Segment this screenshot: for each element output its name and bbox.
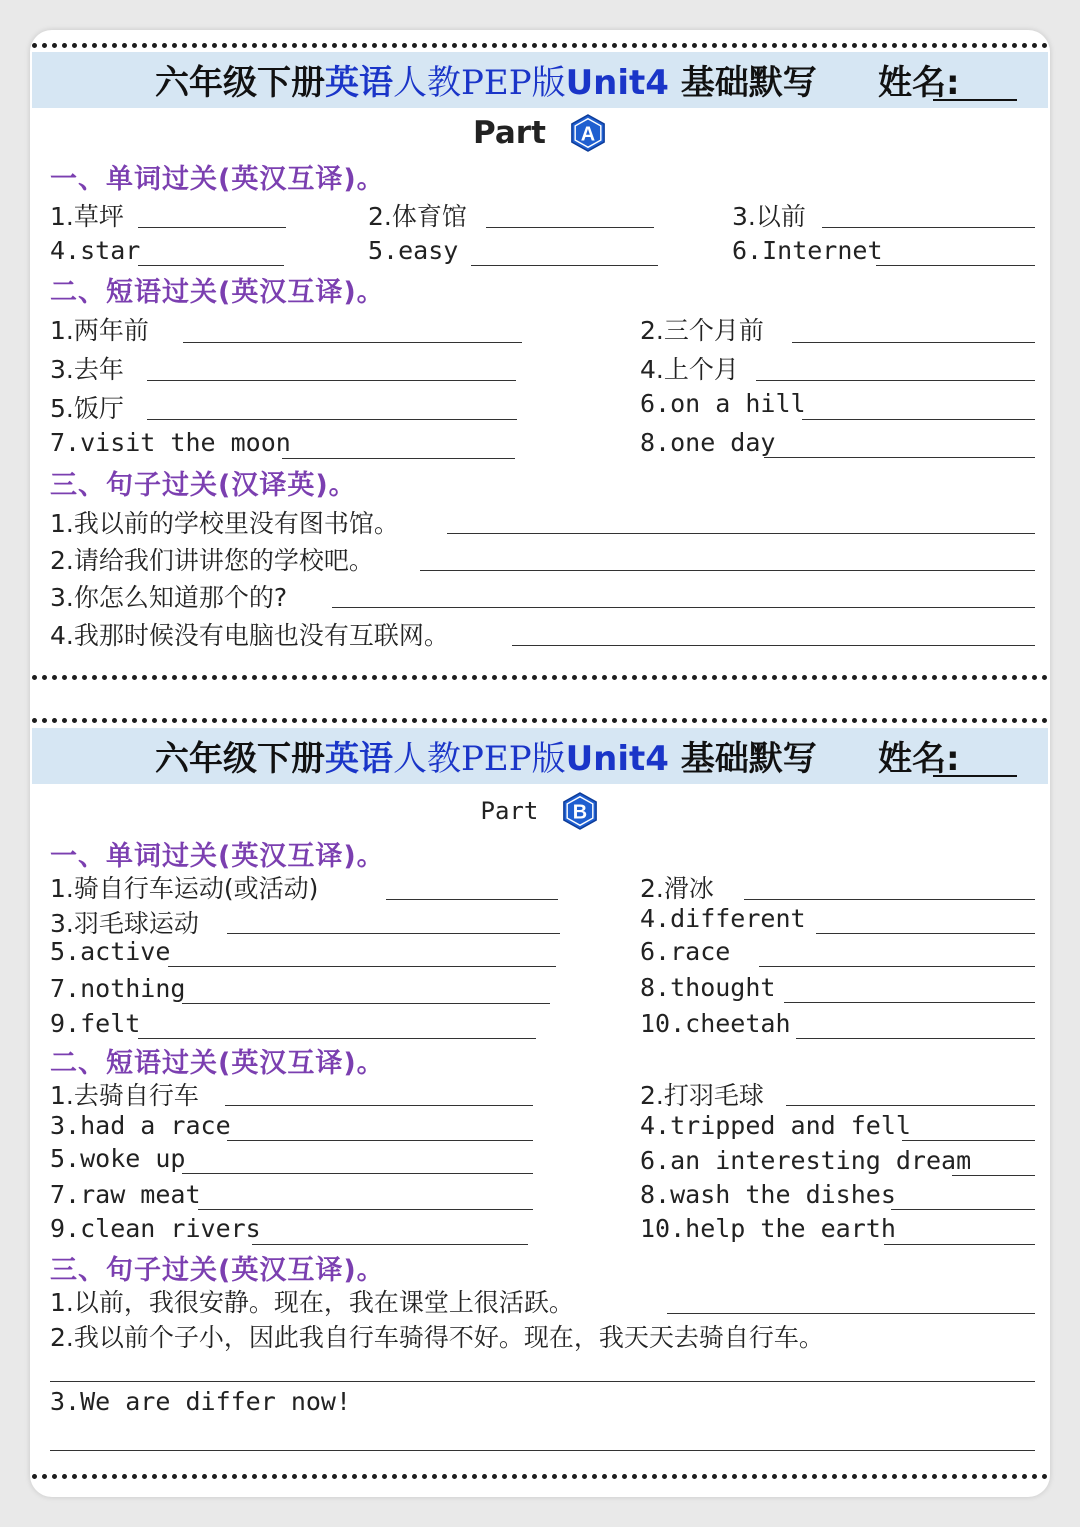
word-item-a4: 4.star: [50, 236, 141, 265]
sentence-item-a4: 4.我那时候没有电脑也没有互联网。: [50, 621, 449, 650]
answer-blank[interactable]: [786, 1105, 1035, 1106]
answer-blank[interactable]: [332, 607, 1035, 608]
name-blank-a[interactable]: [933, 99, 1017, 101]
dotted-border-bottom-a: [32, 675, 1048, 680]
answer-blank[interactable]: [50, 1381, 1035, 1382]
worksheet-title-b: 六年级下册英语人教PEP版Unit4 基础默写 姓名:: [30, 731, 1050, 787]
answer-blank[interactable]: [147, 380, 516, 381]
dotted-border-top-b: [32, 718, 1048, 723]
phrase-item-b3: 3.had a race: [50, 1111, 231, 1140]
answer-blank[interactable]: [50, 1450, 1035, 1451]
answer-blank[interactable]: [447, 533, 1035, 534]
answer-blank[interactable]: [891, 1209, 1035, 1210]
answer-blank[interactable]: [744, 899, 1035, 900]
sentence-item-a2: 2.请给我们讲讲您的学校吧。: [50, 546, 374, 575]
answer-blank[interactable]: [168, 966, 556, 967]
answer-blank[interactable]: [756, 380, 1035, 381]
answer-blank[interactable]: [792, 342, 1035, 343]
word-item-b9: 9.felt: [50, 1009, 141, 1038]
part-b-badge-icon: [561, 792, 599, 830]
svg-text:A: A: [580, 123, 596, 146]
answer-blank[interactable]: [802, 419, 1035, 420]
answer-blank[interactable]: [198, 1209, 533, 1210]
phrase-item-b8: 8.wash the dishes: [640, 1180, 896, 1209]
answer-blank[interactable]: [764, 457, 1035, 458]
answer-blank[interactable]: [183, 342, 522, 343]
answer-blank[interactable]: [822, 227, 1035, 228]
section-heading-b2: 二、短语过关(英汉互译)。: [50, 1048, 385, 1079]
answer-blank[interactable]: [282, 458, 515, 459]
part-a-badge-icon: [569, 114, 607, 152]
answer-blank[interactable]: [876, 265, 1035, 266]
phrase-item-b7: 7.raw meat: [50, 1180, 201, 1209]
sentence-item-a3: 3.你怎么知道那个的?: [50, 583, 288, 612]
answer-blank[interactable]: [884, 1244, 1035, 1245]
answer-blank[interactable]: [252, 1244, 528, 1245]
section-heading-b1: 一、单词过关(英汉互译)。: [50, 841, 385, 872]
answer-blank[interactable]: [227, 933, 560, 934]
phrase-item-b2: 2.打羽毛球: [640, 1081, 764, 1110]
phrase-item-b9: 9.clean rivers: [50, 1214, 261, 1243]
section-heading-b3: 三、句子过关(英汉互译)。: [50, 1255, 385, 1286]
word-item-a3: 3.以前: [732, 202, 806, 231]
word-item-b6: 6.race: [640, 937, 731, 966]
svg-text:B: B: [573, 801, 588, 824]
word-item-b2: 2.滑冰: [640, 874, 714, 903]
sentence-item-a1: 1.我以前的学校里没有图书馆。: [50, 509, 399, 538]
word-item-b7: 7.nothing: [50, 974, 186, 1003]
phrase-item-b6: 6.an interesting dream: [640, 1146, 972, 1175]
phrase-item-a6: 6.on a hill: [640, 389, 806, 418]
answer-blank[interactable]: [227, 1140, 533, 1141]
phrase-item-b1: 1.去骑自行车: [50, 1081, 199, 1110]
word-item-a2: 2.体育馆: [368, 202, 467, 231]
answer-blank[interactable]: [182, 1003, 550, 1004]
answer-blank[interactable]: [138, 265, 284, 266]
answer-blank[interactable]: [386, 899, 558, 900]
section-heading-a1: 一、单词过关(英汉互译)。: [50, 164, 385, 195]
answer-blank[interactable]: [796, 1038, 1035, 1039]
sentence-item-b2: 2.我以前个子小，因此我自行车骑得不好。现在，我天天去骑自行车。: [50, 1323, 824, 1352]
word-item-b10: 10.cheetah: [640, 1009, 791, 1038]
word-item-a6: 6.Internet: [732, 236, 883, 265]
answer-blank[interactable]: [147, 419, 517, 420]
sentence-item-b1: 1.以前，我很安静。现在，我在课堂上很活跃。: [50, 1288, 574, 1317]
phrase-item-a8: 8.one day: [640, 428, 776, 457]
phrase-item-a7: 7.visit the moon: [50, 428, 291, 457]
answer-blank[interactable]: [512, 645, 1035, 646]
answer-blank[interactable]: [486, 227, 654, 228]
name-label-b: 姓名:: [878, 739, 960, 779]
word-item-b5: 5.active: [50, 937, 171, 966]
part-heading-a: Part A: [30, 114, 1050, 158]
answer-blank[interactable]: [952, 1175, 1035, 1176]
dotted-border-top-a: [32, 43, 1048, 48]
phrase-item-a2: 2.三个月前: [640, 316, 764, 345]
answer-blank[interactable]: [784, 1002, 1035, 1003]
section-heading-a3: 三、句子过关(汉译英)。: [50, 470, 357, 501]
part-heading-b: Part B: [30, 792, 1050, 836]
word-item-b4: 4.different: [640, 904, 806, 933]
phrase-item-b10: 10.help the earth: [640, 1214, 896, 1243]
word-item-b1: 1.骑自行车运动(或活动): [50, 874, 319, 903]
dotted-border-bottom-b: [32, 1474, 1048, 1479]
answer-blank[interactable]: [667, 1313, 1035, 1314]
word-item-b3: 3.羽毛球运动: [50, 909, 199, 938]
phrase-item-a5: 5.饭厅: [50, 394, 124, 423]
answer-blank[interactable]: [471, 265, 658, 266]
phrase-item-a4: 4.上个月: [640, 355, 739, 384]
phrase-item-a3: 3.去年: [50, 355, 124, 384]
name-label-a: 姓名:: [878, 63, 960, 103]
phrase-item-a1: 1.两年前: [50, 316, 149, 345]
worksheet-title-a: 六年级下册英语人教PEP版Unit4 基础默写 姓名:: [30, 55, 1050, 111]
answer-blank[interactable]: [420, 570, 1035, 571]
phrase-item-b5: 5.woke up: [50, 1144, 186, 1173]
answer-blank[interactable]: [138, 227, 286, 228]
answer-blank[interactable]: [902, 1140, 1035, 1141]
answer-blank[interactable]: [138, 1038, 536, 1039]
phrase-item-b4: 4.tripped and fell: [640, 1111, 911, 1140]
word-item-a5: 5.easy: [368, 236, 459, 265]
answer-blank[interactable]: [816, 933, 1035, 934]
section-heading-a2: 二、短语过关(英汉互译)。: [50, 277, 385, 308]
worksheet-page: [30, 30, 1050, 1497]
word-item-a1: 1.草坪: [50, 202, 124, 231]
answer-blank[interactable]: [759, 966, 1035, 967]
answer-blank[interactable]: [225, 1105, 533, 1106]
name-blank-b[interactable]: [933, 775, 1017, 777]
word-item-b8: 8.thought: [640, 973, 776, 1002]
answer-blank[interactable]: [182, 1173, 533, 1174]
sentence-item-b3: 3.We are differ now!: [50, 1387, 352, 1416]
